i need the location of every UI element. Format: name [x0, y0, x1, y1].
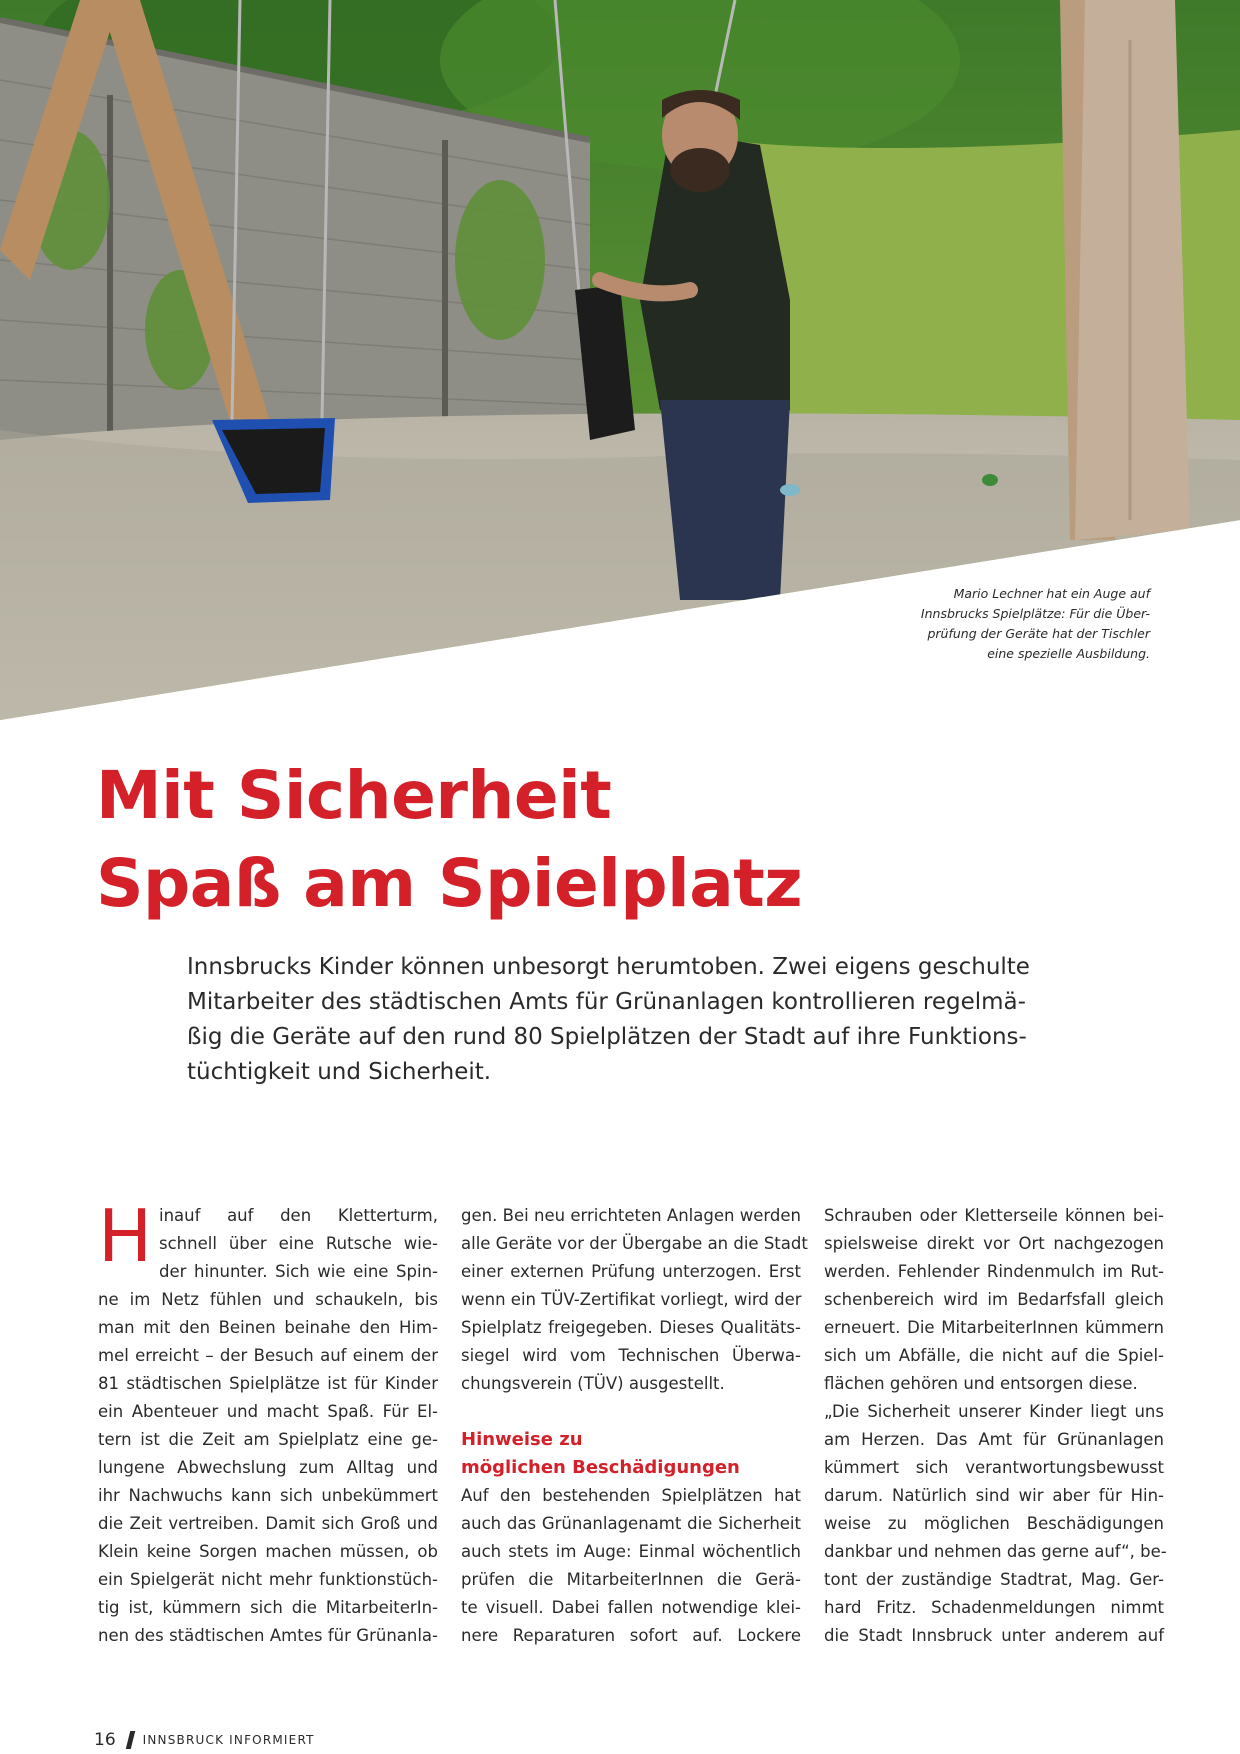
- body-line: Spielplatz freigegeben. Dieses Qualitäts-: [461, 1318, 801, 1337]
- lead-line: Mitarbeiter des städtischen Amts für Grünanlagen kontrollieren regelmä-: [187, 989, 1026, 1015]
- body-line: „Die Sicherheit unserer Kinder liegt uns: [824, 1402, 1164, 1421]
- article-headline: [96, 752, 802, 928]
- body-line: weise zu möglichen Beschädigungen: [824, 1514, 1164, 1533]
- body-column-2: [461, 1202, 808, 1650]
- article-lead: [187, 950, 1030, 1090]
- body-line: dankbar und nehmen das gerne auf“, be-: [824, 1542, 1167, 1561]
- lead-line: ßig die Geräte auf den rund 80 Spielplätzen der Stadt auf ihre Funktions-: [187, 1024, 1027, 1050]
- photo-caption: [890, 584, 1150, 664]
- body-line: Auf den bestehenden Spielplätzen hat: [461, 1486, 801, 1505]
- body-line: mel erreicht – der Besuch auf einem der: [98, 1346, 438, 1365]
- page-number: 16: [94, 1730, 116, 1750]
- body-line: ihr Nachwuchs kann sich unbekümmert: [98, 1486, 438, 1505]
- body-line: auch das Grünanlagenamt die Sicherheit: [461, 1514, 801, 1533]
- body-line: die Zeit vertreiben. Damit sich Groß und: [98, 1514, 438, 1533]
- body-line: darum. Natürlich sind wir aber für Hin-: [824, 1486, 1164, 1505]
- body-line: 81 städtischen Spielplätze ist für Kinder: [98, 1374, 438, 1393]
- headline-line-1: Mit Sicherheit: [96, 757, 612, 834]
- subheading-line-2: möglichen Beschädigungen: [461, 1457, 740, 1478]
- headline-line-2: Spaß am Spielplatz: [96, 845, 803, 922]
- publication-name: INNSBRUCK INFORMIERT: [142, 1733, 315, 1747]
- body-line: nere Reparaturen sofort auf. Lockere: [461, 1626, 801, 1645]
- subheading-line-1: Hinweise zu: [461, 1429, 583, 1450]
- body-line: die Stadt Innsbruck unter anderem auf: [824, 1626, 1164, 1645]
- body-line: spielsweise direkt vor Ort nachgezogen: [824, 1234, 1164, 1253]
- body-line: chungsverein (TÜV) ausgestellt.: [461, 1374, 725, 1393]
- body-line: tern ist die Zeit am Spielplatz eine ge-: [98, 1430, 438, 1449]
- body-line: nen des städtischen Amtes für Grünanla-: [98, 1626, 438, 1645]
- body-line: schnell über eine Rutsche wie-: [159, 1234, 438, 1253]
- body-line: hard Fritz. Schadenmeldungen nimmt: [824, 1598, 1164, 1617]
- body-line: Schrauben oder Kletterseile können bei-: [824, 1206, 1164, 1225]
- body-line: auch stets im Auge: Einmal wöchentlich: [461, 1542, 801, 1561]
- body-line: tig ist, kümmern sich die MitarbeiterIn-: [98, 1598, 438, 1617]
- body-line: gen. Bei neu errichteten Anlagen werden: [461, 1206, 801, 1225]
- body-line: sich um Abfälle, die nicht auf die Spiel-: [824, 1346, 1164, 1365]
- drop-cap: H: [98, 1194, 153, 1278]
- lead-line: Innsbrucks Kinder können unbesorgt herumtoben. Zwei eigens geschulte: [187, 954, 1030, 980]
- body-column-1: [98, 1202, 438, 1650]
- body-line: am Herzen. Das Amt für Grünanlagen: [824, 1430, 1164, 1449]
- body-line: ne im Netz fühlen und schaukeln, bis: [98, 1290, 438, 1309]
- body-line: man mit den Beinen beinahe den Him-: [98, 1318, 438, 1337]
- body-line: ein Spielgerät nicht mehr funktionstüch-: [98, 1570, 438, 1589]
- body-line: Klein keine Sorgen machen müssen, ob: [98, 1542, 438, 1561]
- body-line: prüfen die MitarbeiterInnen die Gerä-: [461, 1570, 801, 1589]
- body-line: wenn ein TÜV-Zertifikat vorliegt, wird der: [461, 1290, 802, 1309]
- body-line: tont der zuständige Stadtrat, Mag. Ger-: [824, 1570, 1164, 1589]
- body-line: schenbereich wird im Bedarfsfall gleich: [824, 1290, 1164, 1309]
- caption-line: prüfung der Geräte hat der Tischler: [927, 626, 1150, 641]
- body-line: werden. Fehlender Rindenmulch im Rut-: [824, 1262, 1164, 1281]
- body-line: te visuell. Dabei fallen notwendige klei-: [461, 1598, 801, 1617]
- body-column-3: [824, 1202, 1167, 1650]
- body-line: flächen gehören und entsorgen diese.: [824, 1374, 1138, 1393]
- body-line: siegel wird vom Technischen Überwa-: [461, 1346, 801, 1365]
- paragraph-gap: [461, 1398, 801, 1426]
- caption-line: Mario Lechner hat ein Auge auf: [953, 586, 1150, 601]
- body-line: einer externen Prüfung unterzogen. Erst: [461, 1262, 801, 1281]
- page-footer: [94, 1730, 315, 1750]
- body-line: erneuert. Die MitarbeiterInnen kümmern: [824, 1318, 1164, 1337]
- body-line: kümmert sich verantwortungsbewusst: [824, 1458, 1164, 1477]
- body-line: der hinunter. Sich wie eine Spin-: [159, 1262, 438, 1281]
- body-line: ein Abenteuer und macht Spaß. Für El-: [98, 1402, 438, 1421]
- caption-line: Innsbrucks Spielplätze: Für die Über-: [920, 606, 1150, 621]
- lead-line: tüchtigkeit und Sicherheit.: [187, 1059, 492, 1085]
- body-line: lungene Abwechslung zum Alltag und: [98, 1458, 438, 1477]
- slash-divider-icon: [125, 1731, 134, 1749]
- body-line: alle Geräte vor der Übergabe an die Stadt: [461, 1234, 808, 1253]
- caption-line: eine spezielle Ausbildung.: [987, 646, 1150, 661]
- body-line: inauf auf den Kletterturm,: [159, 1206, 438, 1225]
